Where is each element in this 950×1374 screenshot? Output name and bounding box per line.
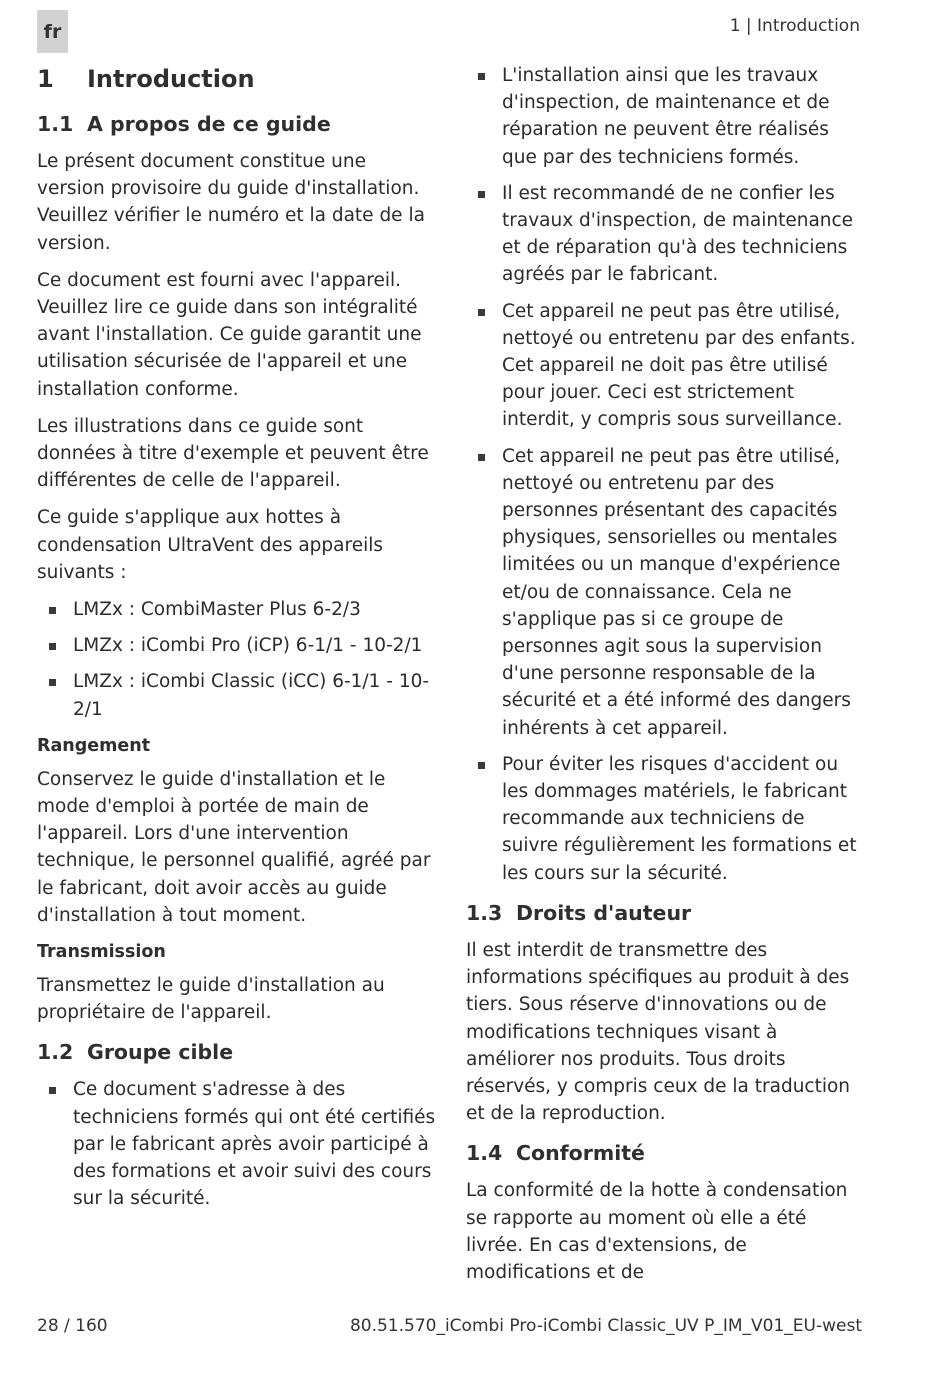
section-number: 1.2 [37, 1040, 74, 1065]
paragraph: La conformité de la hotte à condensation se rapporte au moment où elle a été livrée. En cas d'extensions, de modifications et de [466, 1180, 848, 1283]
section-title: Conformité [516, 1141, 645, 1166]
paragraph: Il est interdit de transmettre des informations spécifiques au produit à des tiers. Sous réserve d'innovations ou de modifications techniques visant à améliorer nos produits. Tous droits réservés, y compris ceux de la traduction et de la reproduction. [466, 939, 851, 1125]
section-heading-1-2 [37, 1036, 437, 1068]
paragraph: Transmettez le guide d'installation au propriétaire de l'appareil. [37, 975, 385, 1024]
chapter-number: 1 [37, 65, 54, 93]
section-title: Droits d'auteur [516, 900, 692, 925]
right-column [466, 62, 866, 1296]
target-group-list-right [466, 62, 866, 887]
device-list [37, 596, 437, 723]
section-heading-1-3 [466, 897, 866, 929]
subheading-transfer: Transmission [37, 942, 166, 963]
paragraph: Conservez le guide d'installation et le mode d'emploi à portée de main de l'appareil. Lors d'une intervention technique, le personnel qualifié, agréé par le fabricant, doit avoir accès au guide d'installation à tout moment. [37, 768, 431, 926]
running-header: 1 | Introduction [729, 16, 860, 36]
section-number: 1.1 [37, 112, 74, 136]
paragraph: Ce guide s'applique aux hottes à condensation UltraVent des appareils suivants : [37, 507, 383, 583]
paragraph: Le présent document constitue une version provisoire du guide d'installation. Veuillez vérifier le numéro et la date de la version. [37, 151, 425, 254]
section-heading-1-4 [466, 1137, 866, 1169]
section-heading-1-1 [37, 108, 437, 140]
target-group-list-left [37, 1076, 437, 1212]
paragraph: Les illustrations dans ce guide sont données à titre d'exemple et peuvent être différentes de celle de l'appareil. [37, 415, 429, 492]
list-item: Il est recommandé de ne confier les travaux d'inspection, de maintenance et de réparation qu'à des techniciens agréés par le fabricant. [466, 180, 866, 289]
chapter-heading [37, 60, 437, 98]
list-item: LMZx : CombiMaster Plus 6-2/3 [37, 596, 437, 623]
document-id: 80.51.570_iCombi Pro-iCombi Classic_UV P_IM_V01_EU-west [349, 1316, 862, 1336]
list-item: L'installation ainsi que les travaux d'inspection, de maintenance et de réparation ne peuvent être réalisés que par des techniciens formés. [466, 62, 866, 171]
section-number: 1.4 [466, 1141, 503, 1166]
list-item: Pour éviter les risques d'accident ou les dommages matériels, le fabricant recommande aux techniciens de suivre régulièrement les formations et les cours sur la sécurité. [466, 751, 866, 887]
section-number: 1.3 [466, 900, 503, 925]
list-item: LMZx : iCombi Classic (iCC) 6-1/1 - 10-2/1 [37, 668, 437, 722]
list-item: LMZx : iCombi Pro (iCP) 6-1/1 - 10-2/1 [37, 632, 437, 659]
list-item: Cet appareil ne peut pas être utilisé, nettoyé ou entretenu par des enfants. Cet appareil ne doit pas être utilisé pour jouer. Ceci est strictement interdit, y compris sous surveillance. [466, 298, 866, 434]
subheading-storage: Rangement [37, 735, 151, 756]
list-item: Ce document s'adresse à des techniciens formés qui ont été certifiés par le fabricant après avoir participé à des formations et avoir suivi des cours sur la sécurité. [37, 1076, 437, 1212]
list-item: Cet appareil ne peut pas être utilisé, nettoyé ou entretenu par des personnes présentant des capacités physiques, sensorielles ou mentales limitées ou un manque d'expérience et/ou de connaissance. Cela ne s'applique pas si ce groupe de personnes agit sous la supervision d'une personne responsable de la sécurité et a été informé des dangers inhérents à cet appareil. [466, 443, 866, 742]
section-title: Groupe cible [87, 1040, 234, 1065]
paragraph: Ce document est fourni avec l'appareil. Veuillez lire ce guide dans son intégralité avant l'installation. Ce guide garantit une utilisation sécurisée de l'appareil et une installation conforme. [37, 269, 422, 400]
page-number: 28 / 160 [37, 1316, 108, 1336]
chapter-title: Introduction [87, 65, 255, 93]
language-badge: fr [37, 10, 68, 53]
section-title: A propos de ce guide [87, 112, 331, 136]
left-column [37, 60, 437, 1223]
